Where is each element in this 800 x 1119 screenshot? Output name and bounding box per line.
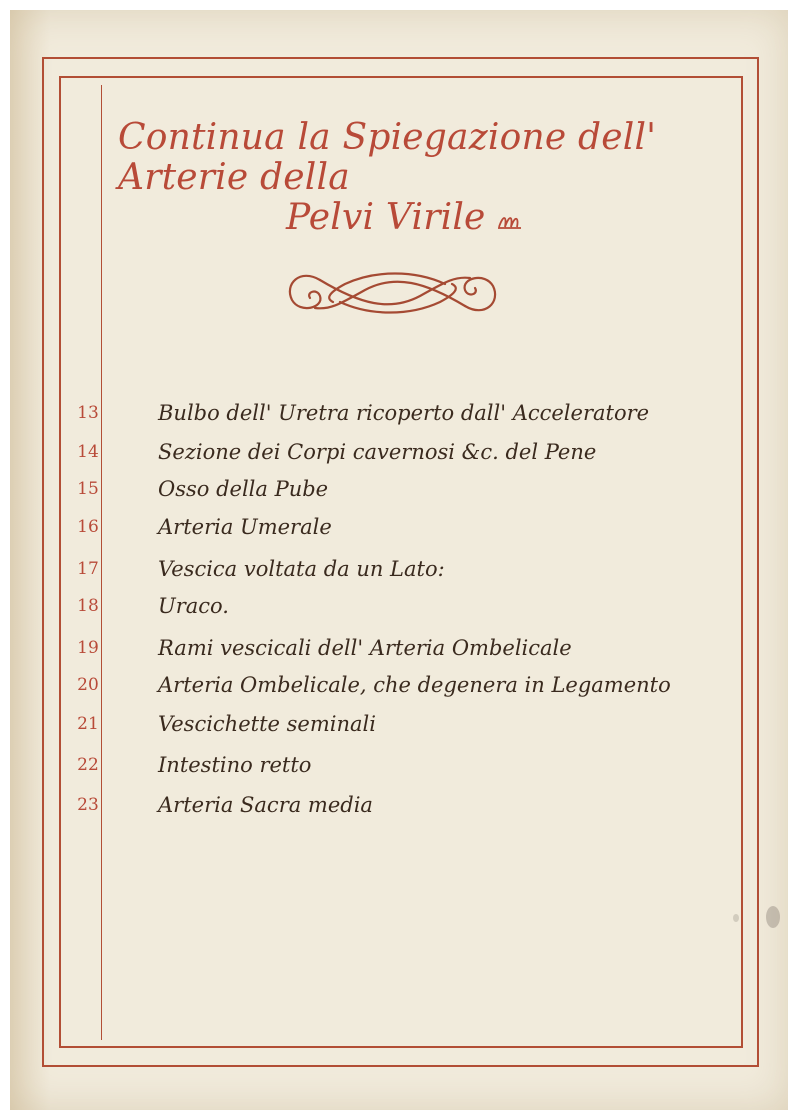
entry-number: 21 xyxy=(77,714,99,734)
legend-entry xyxy=(60,396,700,430)
entry-number: 19 xyxy=(77,638,99,658)
entry-description: Intestino retto xyxy=(158,753,312,777)
entry-description: Arteria Sacra media xyxy=(158,793,373,817)
legend-entry xyxy=(60,788,700,822)
entry-description: Vescichette seminali xyxy=(158,712,376,736)
entry-number: 13 xyxy=(77,403,99,423)
entry-description: Bulbo dell' Uretra ricoperto dall' Acceleratore xyxy=(158,401,650,425)
entry-description: Arteria Umerale xyxy=(158,515,332,539)
entry-number: 16 xyxy=(77,517,99,537)
entry-description: Uraco. xyxy=(158,594,229,618)
legend-entry xyxy=(60,472,700,506)
entry-number: 15 xyxy=(77,479,99,499)
entry-number: 17 xyxy=(77,559,99,579)
entry-description: Vescica voltata da un Lato: xyxy=(158,557,445,581)
entry-number: 22 xyxy=(77,755,99,775)
ink-stain xyxy=(766,906,780,928)
legend-entry xyxy=(60,435,700,469)
title-abbreviation-flourish-icon xyxy=(497,211,523,231)
entry-description: Sezione dei Corpi cavernosi &c. del Pene xyxy=(158,440,597,464)
entry-description: Arteria Ombelicale, che degenera in Legamento xyxy=(158,673,671,697)
entry-description: Rami vescicali dell' Arteria Ombelicale xyxy=(158,636,572,660)
title-line-2: Pelvi Virile xyxy=(286,197,486,238)
legend-entry xyxy=(60,552,700,586)
legend-entry xyxy=(60,668,700,702)
legend-entry xyxy=(60,631,700,665)
entry-number: 18 xyxy=(77,596,99,616)
entry-number: 20 xyxy=(77,675,99,695)
entry-number: 14 xyxy=(77,442,99,462)
page-title xyxy=(118,118,738,238)
entry-number: 23 xyxy=(77,795,99,815)
legend-entry xyxy=(60,589,700,623)
decorative-flourish-icon xyxy=(280,262,505,324)
legend-entry xyxy=(60,748,700,782)
legend-entry xyxy=(60,707,700,741)
legend-entry xyxy=(60,510,700,544)
ink-stain xyxy=(733,914,739,922)
entry-description: Osso della Pube xyxy=(158,477,329,501)
title-line-1: Continua la Spiegazione dell' Arterie della xyxy=(118,117,657,198)
